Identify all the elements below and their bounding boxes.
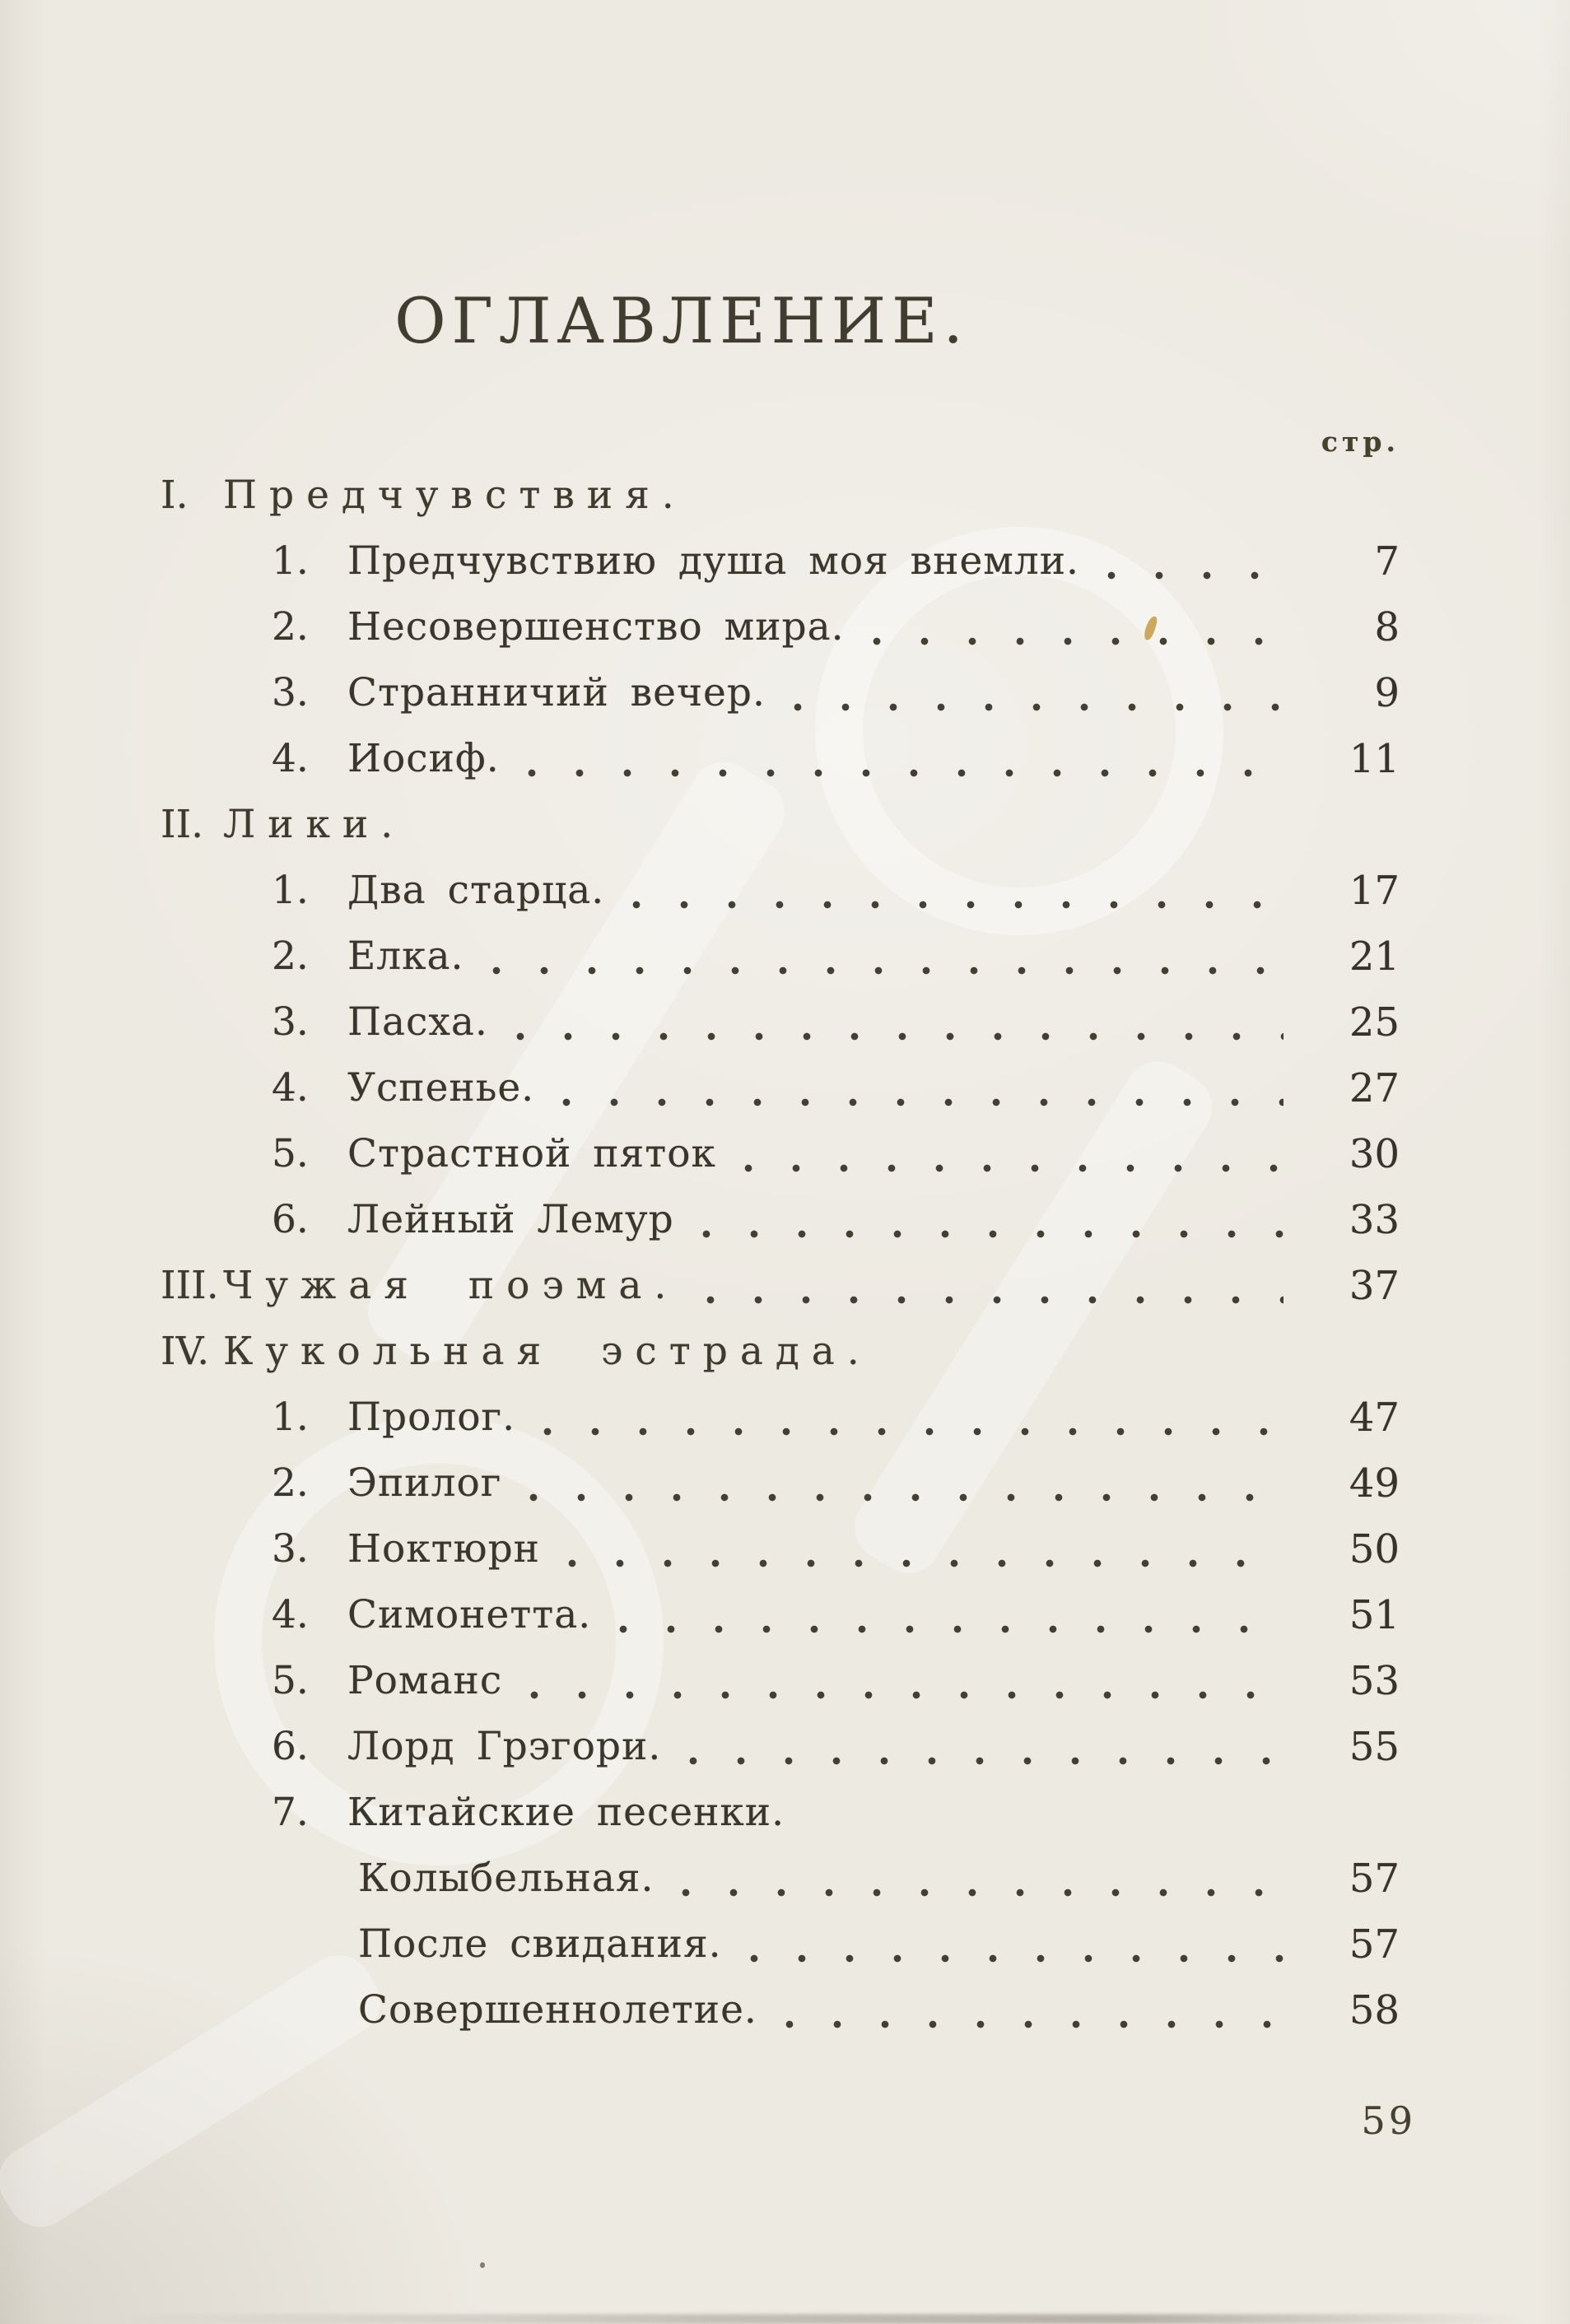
toc-entry-page: 21 [1349, 934, 1400, 980]
toc-entry-title: Два старца. [347, 868, 605, 913]
toc-entry-page: 53 [1349, 1658, 1400, 1704]
toc-entry-number: III. [161, 1263, 219, 1308]
toc-entry-number: 2. [272, 604, 309, 650]
toc-subitem-row [0, 1846, 1400, 1912]
toc-item-row [0, 726, 1400, 792]
toc-section-row [0, 463, 1400, 529]
toc-entry-page: 25 [1349, 999, 1400, 1046]
toc-item-row [0, 1714, 1400, 1780]
toc-entry-title: Колыбельная. [358, 1856, 655, 1901]
toc-entry-title: После свидания. [358, 1921, 722, 1967]
toc-entry-page: 47 [1349, 1395, 1400, 1441]
toc-entry-title: Несовершенство мира. [347, 604, 845, 650]
toc-entry-number: 1. [272, 1395, 309, 1440]
toc-entry-number: I. [161, 473, 189, 518]
toc-entry-page: 50 [1349, 1526, 1400, 1572]
dot-leader [1107, 571, 1283, 580]
toc-entry-title: Кукольная эстрада. [223, 1329, 872, 1374]
dot-leader [689, 1756, 1283, 1766]
toc-entry-title: Романс [347, 1658, 503, 1703]
dot-leader [619, 1624, 1283, 1634]
toc-entry-number: 2. [272, 1460, 309, 1506]
toc-subitem-row [0, 1912, 1400, 1977]
toc-entry-number: II. [161, 802, 204, 847]
toc-item-row [0, 1121, 1400, 1187]
toc-entry-page: 30 [1349, 1131, 1400, 1177]
toc-section-row [0, 1319, 1400, 1385]
toc-entry-page: 57 [1349, 1921, 1400, 1968]
toc-entry-number: 5. [272, 1131, 309, 1176]
toc-entry-number: 3. [272, 670, 309, 715]
toc-entry-title: Предчувствию душа моя внемли. [347, 538, 1079, 584]
toc-entry-number: 4. [272, 1065, 309, 1111]
toc-item-row [0, 1516, 1400, 1582]
dot-leader [529, 1493, 1283, 1502]
toc-entry-title: Симонетта. [347, 1592, 592, 1637]
toc-item-row [0, 1780, 1400, 1846]
toc-item-row [0, 858, 1400, 924]
dot-leader [492, 966, 1283, 976]
toc-entry-number: 7. [272, 1790, 309, 1835]
dot-leader [562, 1097, 1283, 1107]
toc-item-row [0, 1582, 1400, 1648]
toc-item-row [0, 924, 1400, 990]
dot-leader [744, 1163, 1283, 1173]
toc-entry-page: 37 [1349, 1263, 1400, 1309]
toc-entry-title: Страстной пяток [347, 1131, 716, 1176]
toc-entry-title: Странничий вечер. [347, 670, 766, 715]
toc-entry-page: 17 [1349, 868, 1400, 914]
toc-item-row [0, 594, 1400, 660]
toc-entry-page: 11 [1349, 736, 1400, 782]
toc-section-row [0, 792, 1400, 858]
toc-entry-title: Елка. [347, 934, 464, 979]
dot-leader [530, 1690, 1283, 1700]
toc-entry-number: 4. [272, 736, 309, 781]
toc-entry-page: 7 [1374, 538, 1400, 584]
toc-entry-page: 33 [1349, 1197, 1400, 1243]
dot-leader [632, 900, 1283, 910]
toc-entry-number: IV. [161, 1329, 210, 1374]
paper-speck [480, 2262, 485, 2268]
toc-item-row [0, 1055, 1400, 1121]
toc-item-row [0, 660, 1400, 726]
toc-entry-number: 1. [272, 538, 309, 584]
toc-entry-page: 27 [1349, 1065, 1400, 1111]
dot-leader [516, 1032, 1283, 1041]
page-folio-number: 59 [1361, 2098, 1416, 2143]
toc-entry-title: Пасха. [347, 999, 488, 1045]
toc-entry-title: Лики. [223, 802, 406, 847]
toc-section-row [0, 1253, 1400, 1319]
dot-leader [702, 1229, 1283, 1239]
page-column-header: стр. [1321, 426, 1400, 458]
toc-entry-title: Ноктюрн [347, 1526, 540, 1572]
toc-entry-page: 58 [1349, 1987, 1400, 2033]
toc-entry-number: 3. [272, 999, 309, 1045]
dot-leader [682, 1888, 1283, 1898]
toc-entry-page: 9 [1374, 670, 1400, 716]
toc-list [0, 463, 1400, 2043]
dot-leader [543, 1427, 1283, 1437]
toc-subitem-row [0, 1977, 1400, 2043]
toc-item-row [0, 1648, 1400, 1714]
dot-leader [706, 1295, 1283, 1305]
toc-entry-title: Успенье. [347, 1065, 535, 1111]
toc-entry-number: 3. [272, 1526, 309, 1572]
toc-entry-number: 2. [272, 934, 309, 979]
dot-leader [568, 1558, 1283, 1568]
toc-entry-title: Китайские песенки. [347, 1790, 785, 1835]
dot-leader [750, 1954, 1283, 1963]
toc-entry-title: Пролог. [347, 1395, 516, 1440]
toc-entry-title: Совершеннолетие. [358, 1987, 757, 2033]
toc-item-row [0, 529, 1400, 594]
toc-entry-number: 6. [272, 1197, 309, 1242]
toc-entry-title: Эпилог [347, 1460, 502, 1506]
toc-entry-title: Иосиф. [347, 736, 500, 781]
toc-entry-number: 4. [272, 1592, 309, 1637]
dot-leader [794, 702, 1283, 712]
toc-entry-page: 8 [1374, 604, 1400, 650]
toc-item-row [0, 1187, 1400, 1253]
toc-entry-page: 49 [1349, 1460, 1400, 1507]
toc-entry-title: Лейный Лемур [347, 1197, 674, 1242]
toc-item-row [0, 1451, 1400, 1516]
toc-entry-number: 5. [272, 1658, 309, 1703]
toc-item-row [0, 1385, 1400, 1451]
dot-leader [873, 636, 1283, 646]
toc-item-row [0, 990, 1400, 1055]
page-title: ОГЛАВЛЕНИЕ. [394, 284, 969, 357]
dot-leader [785, 2019, 1283, 2029]
toc-entry-number: 6. [272, 1724, 309, 1769]
toc-entry-title: Лорд Грэгори. [347, 1724, 662, 1769]
toc-entry-number: 1. [272, 868, 309, 913]
toc-entry-page: 57 [1349, 1856, 1400, 1902]
toc-entry-page: 51 [1349, 1592, 1400, 1638]
toc-entry-title: Чужая поэма. [223, 1263, 679, 1308]
dot-leader [528, 768, 1283, 778]
toc-entry-title: Предчувствия. [223, 473, 687, 518]
toc-entry-page: 55 [1349, 1724, 1400, 1770]
